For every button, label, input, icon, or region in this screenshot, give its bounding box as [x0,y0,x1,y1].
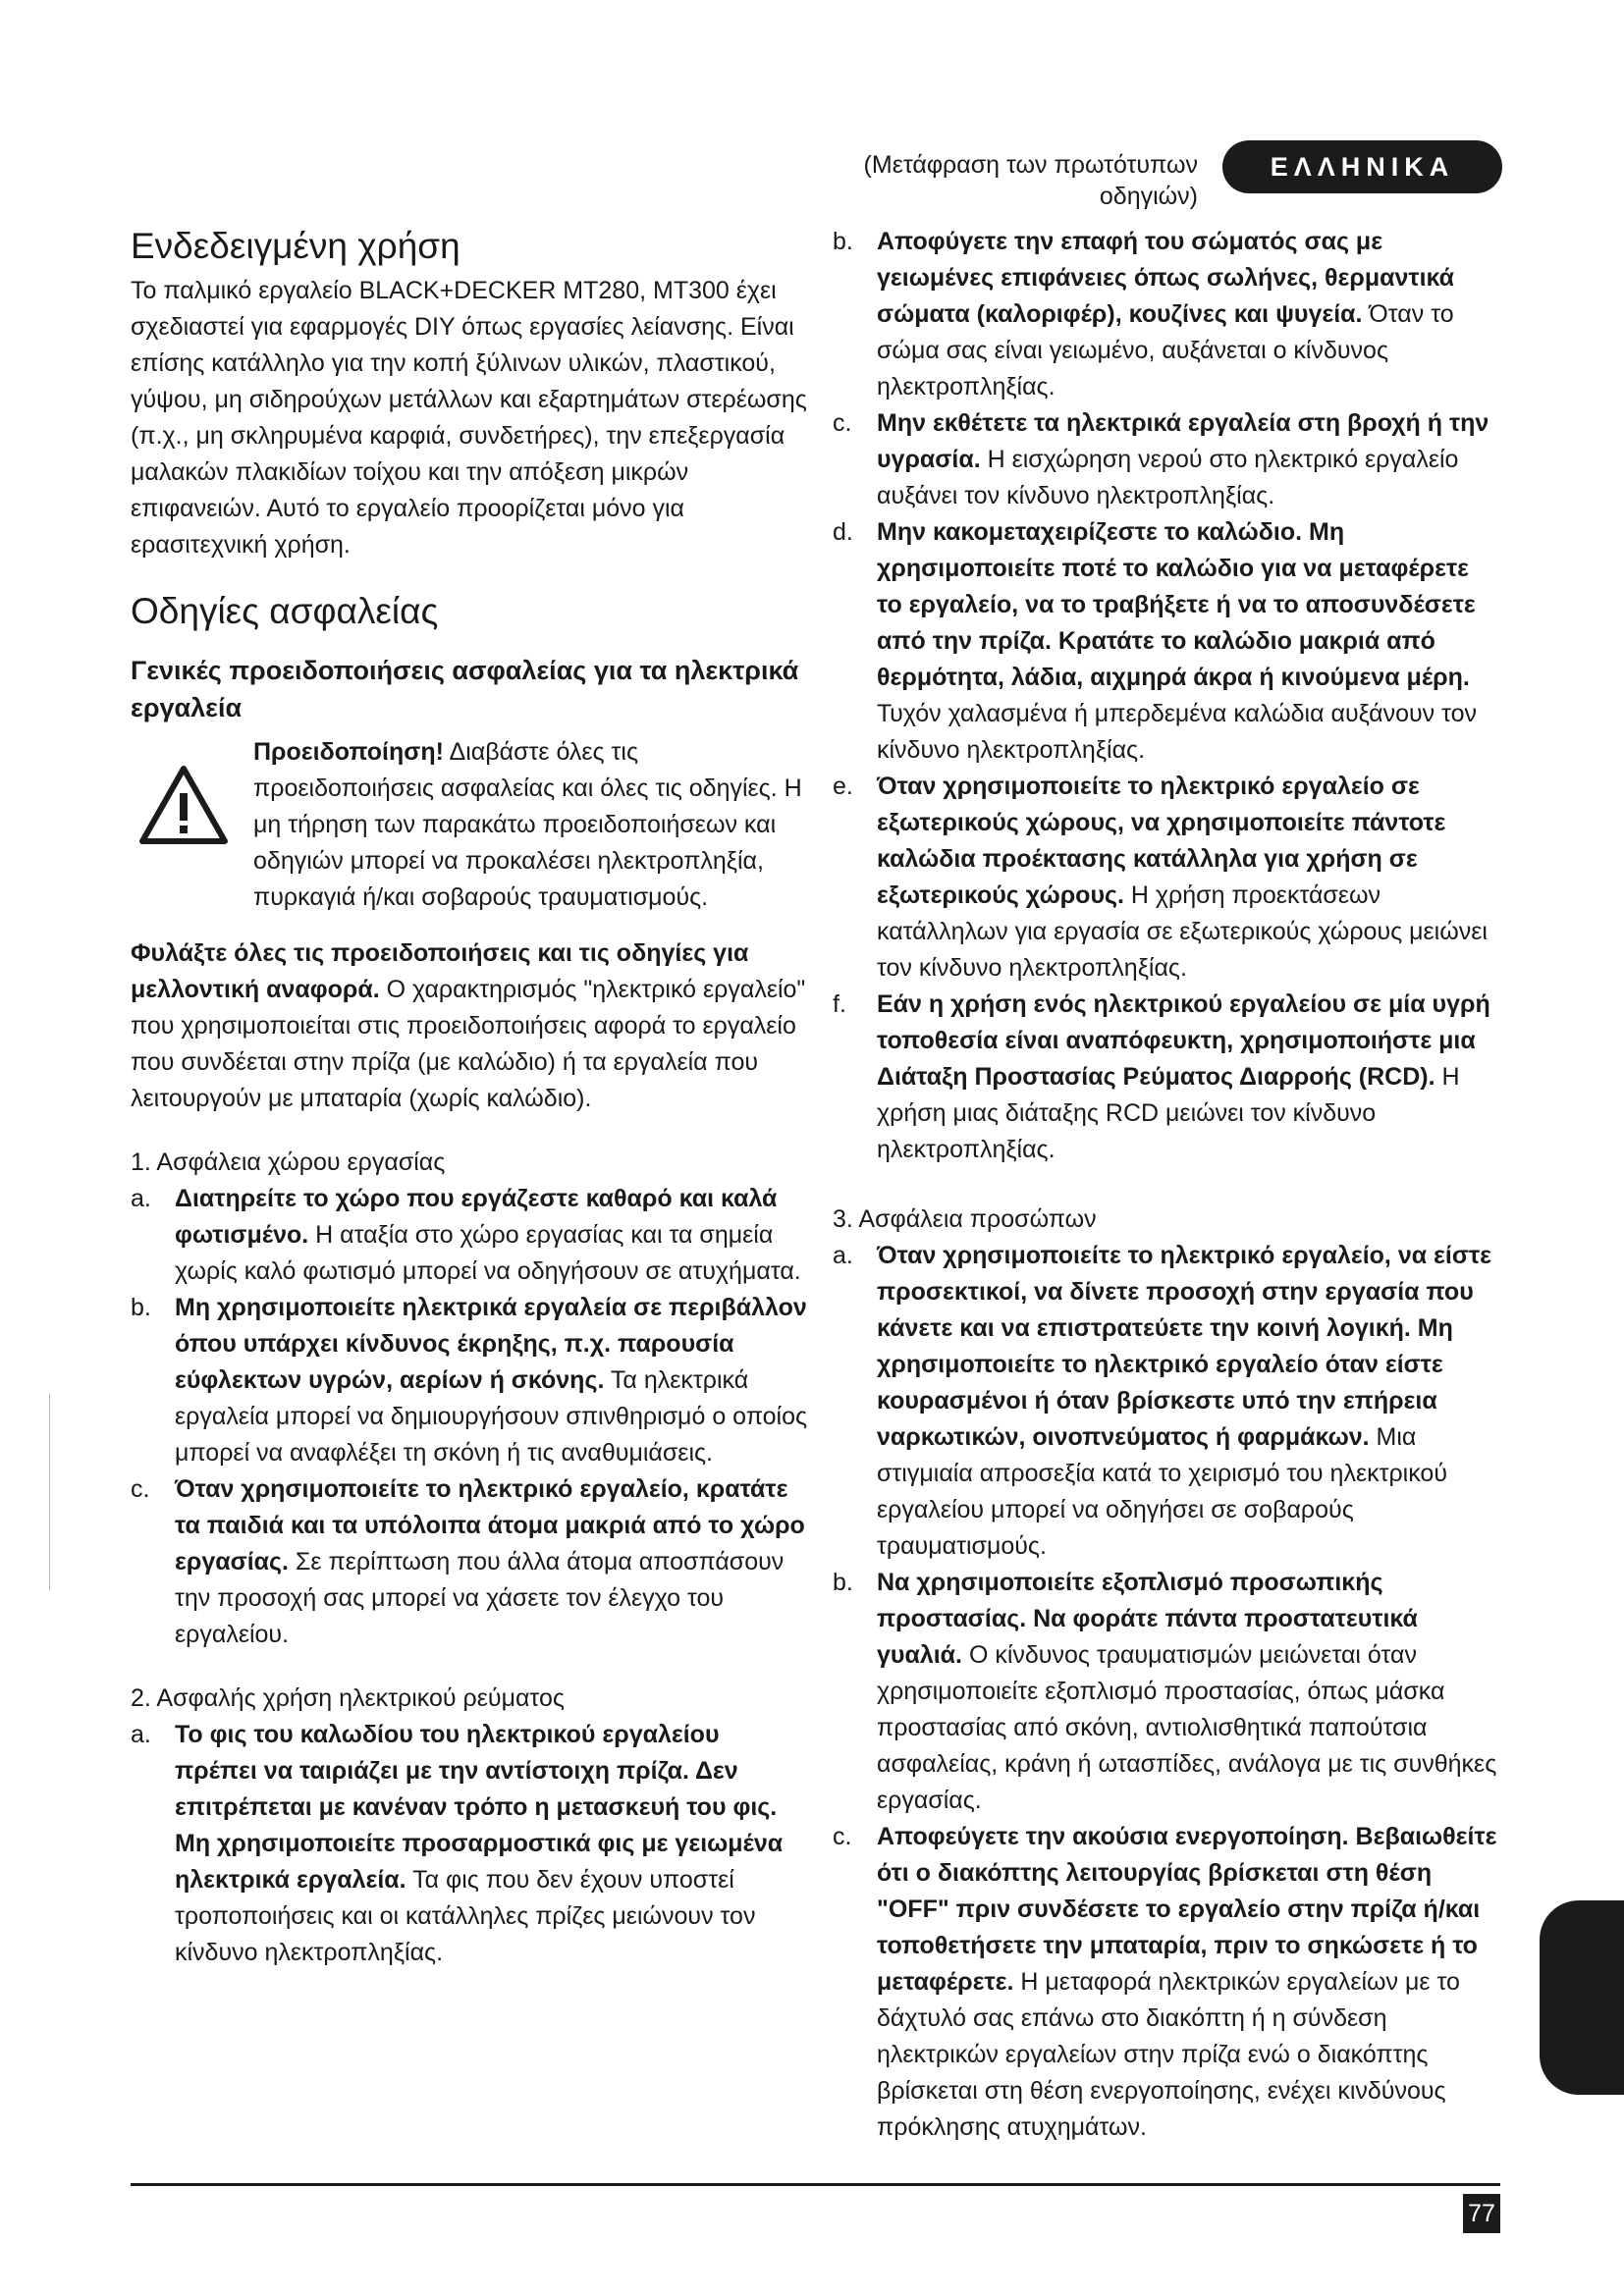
footer-rule [131,2183,1500,2186]
list-item [131,1181,808,1290]
list-item [833,514,1500,769]
list-item [833,405,1500,514]
item-label: c. [833,1823,852,1850]
item-label: b. [131,1294,151,1321]
warning-label: Προειδοποίηση! [253,738,444,766]
item-label: b. [833,1569,853,1596]
translation-note: (Μετάφραση των πρωτότυπων οδηγιών) [863,151,1198,210]
item-bold: Μην κακομεταχειρίζεστε το καλώδιο. Μη χρησιμοποιείτε ποτέ το καλώδιο για να μεταφέρετε το εργαλείο, να το τραβήξετε ή να το αποσυνδέσετε από την πρίζα. Κρατάτε το καλώδιο μακριά από θερμότητα, λάδια, αιχμηρά άκρα ή κινούμενα μέρη. [877,518,1476,691]
item-text: Τα ηλεκτρικά εργαλεία μπορεί να δημιουργήσουν σπινθηρισμό ο οποίος μπορεί να αναφλέξει τη σκόνη ή τις αναθυμιάσεις. [175,1366,808,1467]
item-label: e. [833,773,853,800]
list-item [131,1471,808,1653]
right-column [833,224,1500,2146]
item-bold: Όταν χρησιμοποιείτε το ηλεκτρικό εργαλείο, να είστε προσεκτικοί, να δίνετε προσοχή στην εργασία που κάνετε και να επιστρατεύετε την κοινή λογική. Μη χρησιμοποιείτε το ηλεκτρικό εργαλείο όταν είστε κουρασμένοι ή όταν βρίσκεστε υπό την επήρεια ναρκωτικών, οινοπνεύματος ή φαρμάκων. [877,1242,1491,1451]
item-text: Η χρήση προεκτάσεων κατάλληλων για εργασία σε εξωτερικούς χώρους μειώνει τον κίνδυνο ηλεκτροπληξίας. [877,881,1488,982]
item-text: Ο κίνδυνος τραυματισμών μειώνεται όταν χρησιμοποιείτε εξοπλισμό προστασίας, όπως μάσκα προστασίας από σκόνη, αντιολισθητικά παπούτσια ασφαλείας, κράνη ή ωτασπίδες, ανάλογα με τις συνθήκες εργασίας. [877,1641,1497,1814]
section-1-title: 1. Ασφάλεια χώρου εργασίας [131,1148,446,1176]
item-bold: Μη χρησιμοποιείτε ηλεκτρικά εργαλεία σε περιβάλλον όπου υπάρχει κίνδυνος έκρηξης, π.χ. παρουσία εύφλεκτων υγρών, αερίων ή σκόνης. [175,1294,807,1394]
item-label: a. [131,1721,151,1748]
list-item [131,1290,808,1471]
safety-heading: Οδηγίες ασφαλείας [131,591,439,631]
general-warnings-heading: Γενικές προειδοποιήσεις ασφαλείας για τα ηλεκτρικά εργαλεία [131,656,799,722]
item-bold: Το φις του καλωδίου του ηλεκτρικού εργαλείου πρέπει να ταιριάζει με την αντίστοιχη πρίζα. Δεν επιτρέπεται με κανέναν τρόπο η μετασκευή του φις. Μη χρησιμοποιείτε προσαρμοστικά φις με γειωμένα ηλεκτρικά εργαλεία. [175,1721,784,1894]
warning-body: Διαβάστε όλες τις προειδοποιήσεις ασφαλείας και όλες τις οδηγίες. Η μη τήρηση των παρακάτω προειδοποιήσεων και οδηγιών μπορεί να προκαλέσει ηλεκτροπληξία, πυρκαγιά ή/και σοβαρούς τραυματισμούς. [253,738,802,911]
item-text: Η εισχώρηση νερού στο ηλεκτρικό εργαλείο αυξάνει τον κίνδυνο ηλεκτροπληξίας. [877,446,1459,509]
list-item [833,1238,1500,1565]
list-item [833,1819,1500,2146]
keep-instructions-body: Ο χαρακτηρισμός "ηλεκτρικό εργαλείο" που χρησιμοποιείται στις προειδοποιήσεις αφορά το εργαλείο που συνδέεται στην πρίζα (με καλώδιο) ή τα εργαλεία που λειτουργούν με μπαταρία (χωρίς καλώδιο). [131,976,806,1112]
warning-block [131,734,808,916]
list-item [833,1565,1500,1819]
item-bold: Όταν χρησιμοποιείτε το ηλεκτρικό εργαλείο, κρατάτε τα παιδιά και τα υπόλοιπα άτομα μακριά από το χώρο εργασίας. [175,1475,805,1575]
warning-text [253,734,808,916]
crop-mark [49,1394,50,1590]
item-label: a. [131,1185,151,1212]
item-text: Σε περίπτωση που άλλα άτομα αποσπάσουν την προσοχή σας μπορεί να χάσετε τον έλεγχο του εργαλείου. [175,1548,785,1648]
page-number: 77 [1463,2194,1500,2233]
side-thumb-tab [1540,1900,1624,2095]
keep-instructions [131,935,808,1117]
item-bold: Όταν χρησιμοποιείτε το ηλεκτρικό εργαλείο σε εξωτερικούς χώρους, να χρησιμοποιείτε πάντοτε καλώδια προέκτασης κατάλληλα για χρήση σε εξωτερικούς χώρους. [877,773,1446,909]
item-bold: Εάν η χρήση ενός ηλεκτρικού εργαλείου σε μία υγρή τοποθεσία είναι αναπόφευκτη, χρησιμοποιήστε μια Διάταξη Προστασίας Ρεύματος Διαρροής (RCD). [877,990,1490,1091]
item-label: c. [131,1475,150,1503]
list-item [833,224,1500,405]
item-label: d. [833,518,853,546]
section-3-title: 3. Ασφάλεια προσώπων [833,1205,1097,1233]
item-text: Τα φις που δεν έχουν υποστεί τροποποιήσεις και οι κατάλληλες πρίζες μειώνουν τον κίνδυνο ηλεκτροπληξίας. [175,1866,756,1966]
item-label: f. [833,990,846,1018]
item-text: Η αταξία στο χώρο εργασίας και τα σημεία χωρίς καλό φωτισμό μπορεί να οδηγήσουν σε ατυχήματα. [175,1221,801,1285]
intended-use-body: Το παλμικό εργαλείο BLACK+DECKER MT280, MT300 έχει σχεδιαστεί για εφαρμογές DIY όπως εργασίες λείανσης. Είναι επίσης κατάλληλο για την κοπή ξύλινων υλικών, πλαστικού, γύψου, μη σιδηρούχων μετάλλων και εξαρτημάτων στερέωσης (π.χ., μη σκληρυμένα καρφιά, συνδετήρες), την επεξεργασία μαλακών πλακιδίων τοίχου και την απόξεση μικρών επιφανειών. Αυτό το εργαλείο προορίζεται μόνο για ερασιτεχνική χρήση. [131,277,807,559]
item-text: Η μεταφορά ηλεκτρικών εργαλείων με το δάχτυλό σας επάνω στο διακόπτη ή η σύνδεση ηλεκτρικών εργαλείων στην πρίζα ενώ ο διακόπτης βρίσκεται στη θέση ενεργοποίησης, ενέχει κινδύνους πρόκλησης ατυχημάτων. [877,1968,1460,2141]
section-2-title: 2. Ασφαλής χρήση ηλεκτρικού ρεύματος [131,1684,565,1712]
left-column [131,224,808,1971]
item-bold: Μην εκθέτετε τα ηλεκτρικά εργαλεία στη βροχή ή την υγρασία. [877,409,1489,473]
list-item [833,769,1500,987]
list-item [833,987,1500,1168]
item-text: Μια στιγμιαία απροσεξία κατά το χειρισμό του ηλεκτρικού εργαλείου μπορεί να οδηγήσει σε σοβαρούς τραυματισμούς. [877,1423,1448,1560]
language-badge: ΕΛΛΗΝΙΚΑ [1222,140,1502,193]
item-label: a. [833,1242,853,1269]
item-bold: Αποφύγετε την επαφή του σώματός σας με γειωμένες επιφάνειες όπως σωλήνες, θερμαντικά σώματα (καλοριφέρ), κουζίνες και ψυγεία. [877,228,1454,328]
list-item [131,1717,808,1971]
warning-triangle-icon [138,764,229,846]
item-bold: Αποφεύγετε την ακούσια ενεργοποίηση. Βεβαιωθείτε ότι ο διακόπτης λειτουργίας βρίσκεται στη θέση "OFF" πριν συνδέσετε το εργαλείο στην πρίζα ή/και τοποθετήσετε την μπαταρία, πριν το σηκώσετε ή το μεταφέρετε. [877,1823,1497,1996]
item-text: Η χρήση μιας διάταξης RCD μειώνει τον κίνδυνο ηλεκτροπληξίας. [877,1063,1460,1163]
item-label: c. [833,409,852,437]
item-text: Τυχόν χαλασμένα ή μπερδεμένα καλώδια αυξάνουν τον κίνδυνο ηλεκτροπληξίας. [877,700,1478,764]
keep-instructions-bold: Φυλάξτε όλες τις προειδοποιήσεις και τις οδηγίες για μελλοντική αναφορά. [131,939,749,1003]
item-bold: Να χρησιμοποιείτε εξοπλισμό προσωπικής προστασίας. Να φοράτε πάντα προστατευτικά γυαλιά. [877,1569,1418,1669]
item-label: b. [833,228,853,255]
item-text: Όταν το σώμα σας είναι γειωμένο, αυξάνεται ο κίνδυνος ηλεκτροπληξίας. [877,300,1454,400]
intended-use-heading: Ενδεδειγμένη χρήση [131,226,460,266]
item-bold: Διατηρείτε το χώρο που εργάζεστε καθαρό και καλά φωτισμένο. [175,1185,778,1249]
